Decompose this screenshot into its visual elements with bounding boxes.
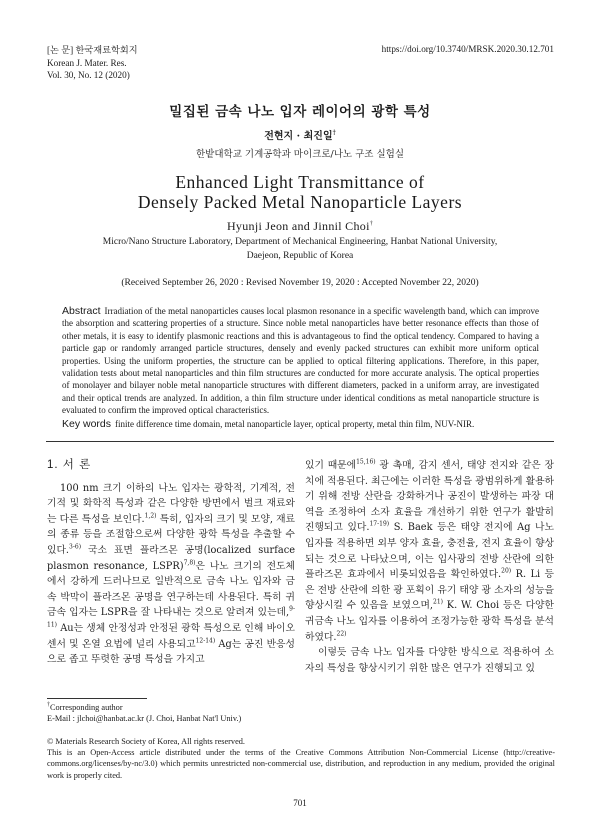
body-column-left — [47, 458, 295, 668]
citation[interactable]: 1,2) — [144, 512, 157, 520]
text-run: Ag는 공진 반응성으로 좁고 뚜렷한 공명 특성을 가지고 — [47, 638, 295, 666]
text-run: 특히, 입자의 크기 및 모양, 재료의 종류 등을 조절함으로써 다양한 광학 특성을 추출할 수 있다. — [47, 513, 296, 556]
abstract-label: Abstract — [62, 305, 101, 317]
footnote-email[interactable]: E-Mail : jlchoi@hanbat.ac.kr (J. Choi, Hanbat Nat'l Univ.) — [47, 714, 242, 724]
authors-korean — [0, 127, 600, 142]
body-column-right — [305, 458, 554, 676]
keywords — [62, 418, 539, 430]
text-run: 100 nm 크기 이하의 나노 입자는 광학적, 기계적, 전기적 및 화학적 특성과 같은 다양한 방면에서 벌크 재료와는 다른 특성을 보인다. — [47, 482, 295, 525]
journal-abbrev: Korean J. Mater. Res. — [47, 57, 127, 68]
authors-english — [0, 219, 600, 234]
text-run: 국소 표면 플라즈몬 공명(localized surface plasmon resonance, LSPR) — [47, 544, 295, 572]
journal-header — [47, 44, 138, 82]
paragraph — [47, 481, 295, 668]
title-english-line1: Enhanced Light Transmittance of — [175, 172, 425, 192]
citation[interactable]: 21) — [433, 599, 444, 607]
footnote-corresponding — [47, 702, 555, 713]
title-english-line2: Densely Packed Metal Nanoparticle Layers — [137, 192, 463, 212]
citation[interactable]: 9-11) — [47, 606, 295, 629]
citation[interactable]: 20) — [501, 567, 512, 575]
text-run: S. Baek 등은 태양 전지에 Ag 나노 입자를 적용하면 외부 양자 효율, 충전율, 전지 효율이 향상되는 것으로 나타났으며, 이는 입사광의 전방 산란에 의한 플라즈몬 효과에서 비롯되었음을 확인하였다. — [305, 522, 554, 581]
text-run: 은 나노 크기의 전도체에서 강하게 드러나므로 일반적으로 금속 나노 입자와 금속 박막이 플라즈몬 공명을 연구하는데 사용된다. 특히 귀금속 입자는 LSPR을 잘 나타내는 것으로 알려져 있는데, — [47, 560, 295, 619]
citation[interactable]: 3-6) — [69, 543, 82, 551]
text-run: K. W. Choi 등은 다양한 귀금속 나노 입자를 이용하여 조정가능한 광학 특성을 분석하였다. — [305, 600, 554, 643]
keywords-label: Key words — [62, 418, 112, 430]
citation[interactable]: 22) — [336, 630, 347, 638]
copyright-notice — [47, 736, 555, 781]
corresponding-mark: † — [332, 129, 336, 137]
affiliation-korean: 한밭대학교 기계공학과 마이크로/나노 구조 실험실 — [196, 149, 404, 160]
abstract-text: Irradiation of the metal nanoparticles causes local plasmon resonance in a specific wavelength band, which can improve the absorption and scattering properties of a structure. Since noble metal nanoparticles have better resonance effects than those of other metals, it is easy to identify plasmonic reactions and this is advantageous to find the optical tendency. Compared to having a particle gap or randomly arranged particle structures, densely and evenly packed structures can exhibit more uniform optical properties. Using the uniform properties, the structure can be applied to optical filtering applications. Therefore, in this paper, validation tests about metal nanoparticles and thin film structures are conducted for more accurate analysis. The optical properties of monolayer and bilayer noble metal nanoparticle structures with different diameters, packed in a uniform array, are investigated and their optical trends are analyzed. In addition, a thin film structure under identical conditions as metal nanoparticle structure is evaluated to confirm the improved optical characteristics. — [62, 306, 539, 416]
paragraph: 이렇듯 금속 나노 입자를 다양한 방식으로 적용하여 소자의 특성을 향상시키기 위한 많은 연구가 진행되고 있 — [305, 647, 554, 674]
text-run: 있기 때문에 — [305, 460, 357, 471]
page-number: 701 — [293, 798, 307, 808]
copyright-line: © Materials Research Society of Korea, All rights reserved. — [47, 737, 245, 746]
section-heading: 1. 서 론 — [47, 459, 92, 471]
authors-english-names: Hyunji Jeon and Jinnil Choi — [226, 219, 370, 233]
citation[interactable]: 17-19) — [369, 521, 390, 529]
citation[interactable]: 12-14) — [195, 637, 216, 645]
abstract — [62, 305, 539, 417]
license-text: This is an Open-Access article distributed under the terms of the Creative Commons Attribution Non-Commercial License (http://creative-commons.org/licenses/by-nc/3.0) which permits unrestricted non-commercial use, distribution, and reproduction in any medium, provided the original work is properly cited. — [47, 748, 555, 780]
received-dates: (Received September 26, 2020 : Revised November 19, 2020 : Accepted November 22, 2020) — [121, 278, 479, 288]
keywords-text: finite difference time domain, metal nanoparticle layer, optical property, metal thin film, NUV-NIR. — [115, 419, 475, 429]
journal-name: [논 문] 한국재료학회지 — [47, 45, 138, 55]
footnote-rule — [47, 698, 147, 699]
corresponding-mark-en: † — [369, 221, 374, 227]
text-run: 광 촉매, 감지 센서, 태양 전지와 같은 장치에 적용된다. 최근에는 이러한 특성을 광범위하게 활용하기 위해 전방 산란을 강화하거나 공진이 발생하는 파장 대역을 조정하여 소자 효율을 개선하기 위한 연구가 활발히 진행되고 있다. — [305, 460, 554, 534]
journal-volume: Vol. 30, No. 12 (2020) — [47, 70, 130, 81]
authors-korean-names: 전현지 · 최진일 — [264, 131, 333, 142]
affiliation-english-line1: Micro/Nano Structure Laboratory, Department of Mechanical Engineering, Hanbat National University, — [102, 237, 498, 247]
citation[interactable]: 7,8) — [183, 559, 196, 567]
text-run: R. Li 등은 전방 산란에 의한 광 포획이 유기 태양 광 소자의 성능을 향상시킬 수 있음을 보였으며, — [305, 569, 554, 612]
footnote-mark: † — [47, 702, 50, 709]
footnote-text: Corresponding author — [50, 703, 123, 712]
title-english — [0, 172, 600, 212]
footnote — [47, 702, 555, 724]
affiliation-english-line2: Daejeon, Republic of Korea — [246, 250, 354, 261]
divider — [46, 441, 554, 442]
doi-link[interactable]: https://doi.org/10.3740/MRSK.2020.30.12.701 — [381, 44, 554, 54]
paragraph — [305, 458, 554, 645]
title-korean: 밀집된 금속 나노 입자 레이어의 광학 특성 — [169, 104, 431, 120]
text-run: Au는 생체 안정성과 안정된 광학 특성으로 인해 바이오 센서 및 온열 요법에 널리 사용되고 — [47, 622, 295, 650]
affiliation-english — [60, 236, 540, 263]
citation[interactable]: 15,16) — [356, 458, 376, 466]
